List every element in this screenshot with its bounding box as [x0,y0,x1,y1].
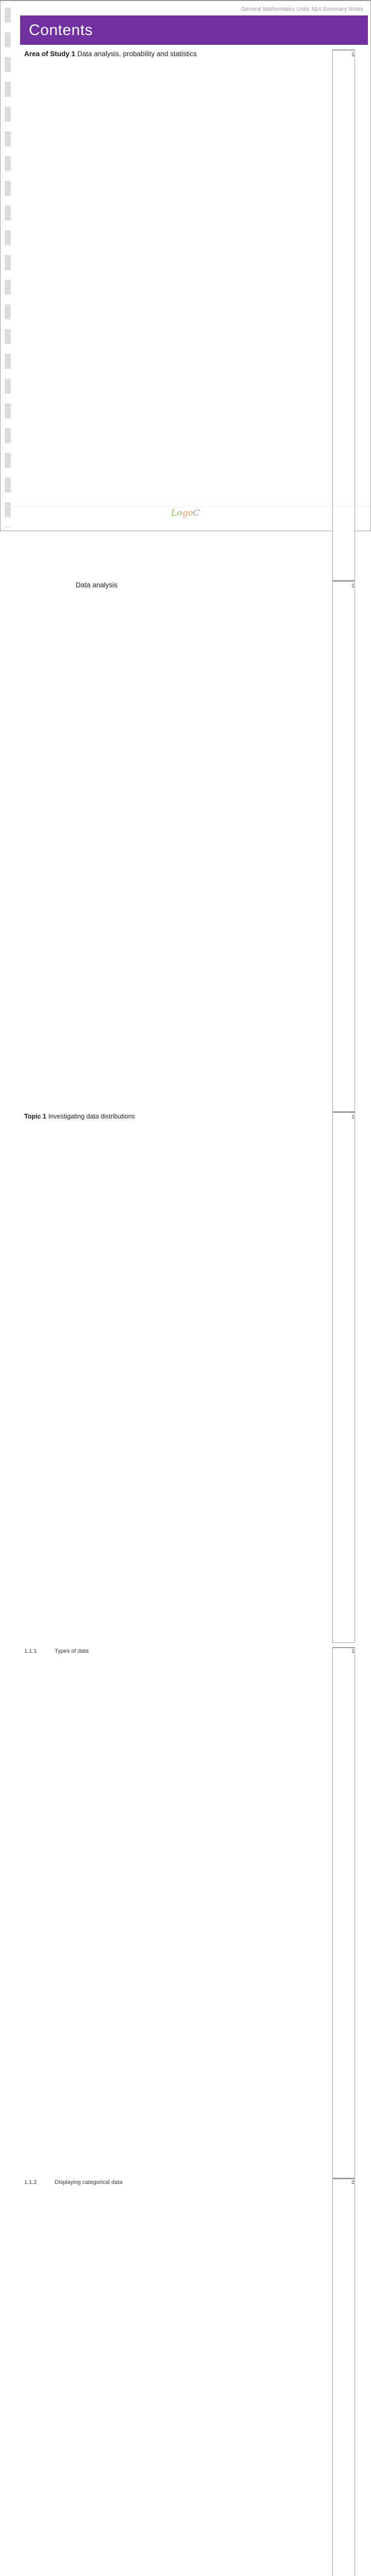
footer-divider [1,506,370,507]
logo [1,508,370,518]
page-number: 1 [332,1112,355,1643]
page-number: 2 [332,2178,355,2576]
item-title: Displaying categorical data [55,2179,123,2185]
logo-letter: L [171,508,177,518]
toc-item [24,1647,355,2178]
page-number: 1 [332,581,355,1112]
logo-letter: C [193,508,200,518]
table-of-contents [24,49,355,2576]
page-number: 1 [332,49,355,581]
binding-tabs [5,8,11,528]
contents-banner [20,15,368,45]
item-number: 1.1.2 [24,2179,37,2185]
logo-letter: g [182,508,188,518]
logo-letter: o [188,508,193,518]
item-title: Types of data [55,1648,89,1654]
page-title: Contents [29,21,93,39]
page-number: 1 [332,1647,355,2178]
logo-letter: o [177,508,182,518]
toc-area-heading [24,49,355,581]
toc-item [24,2178,355,2576]
item-number: 1.1.1 [24,1648,37,1654]
toc-topic-heading [24,1112,355,1643]
heading-text: Topic 1 Investigating data distributions [24,1113,136,1120]
heading-text: Area of Study 1 Data analysis, probability and statistics [24,50,197,58]
document-subtitle: General Mathematics Units 3&4 Summary Notes [241,6,363,12]
toc-area-subheading [24,581,355,1112]
heading-text: Data analysis [76,581,118,589]
